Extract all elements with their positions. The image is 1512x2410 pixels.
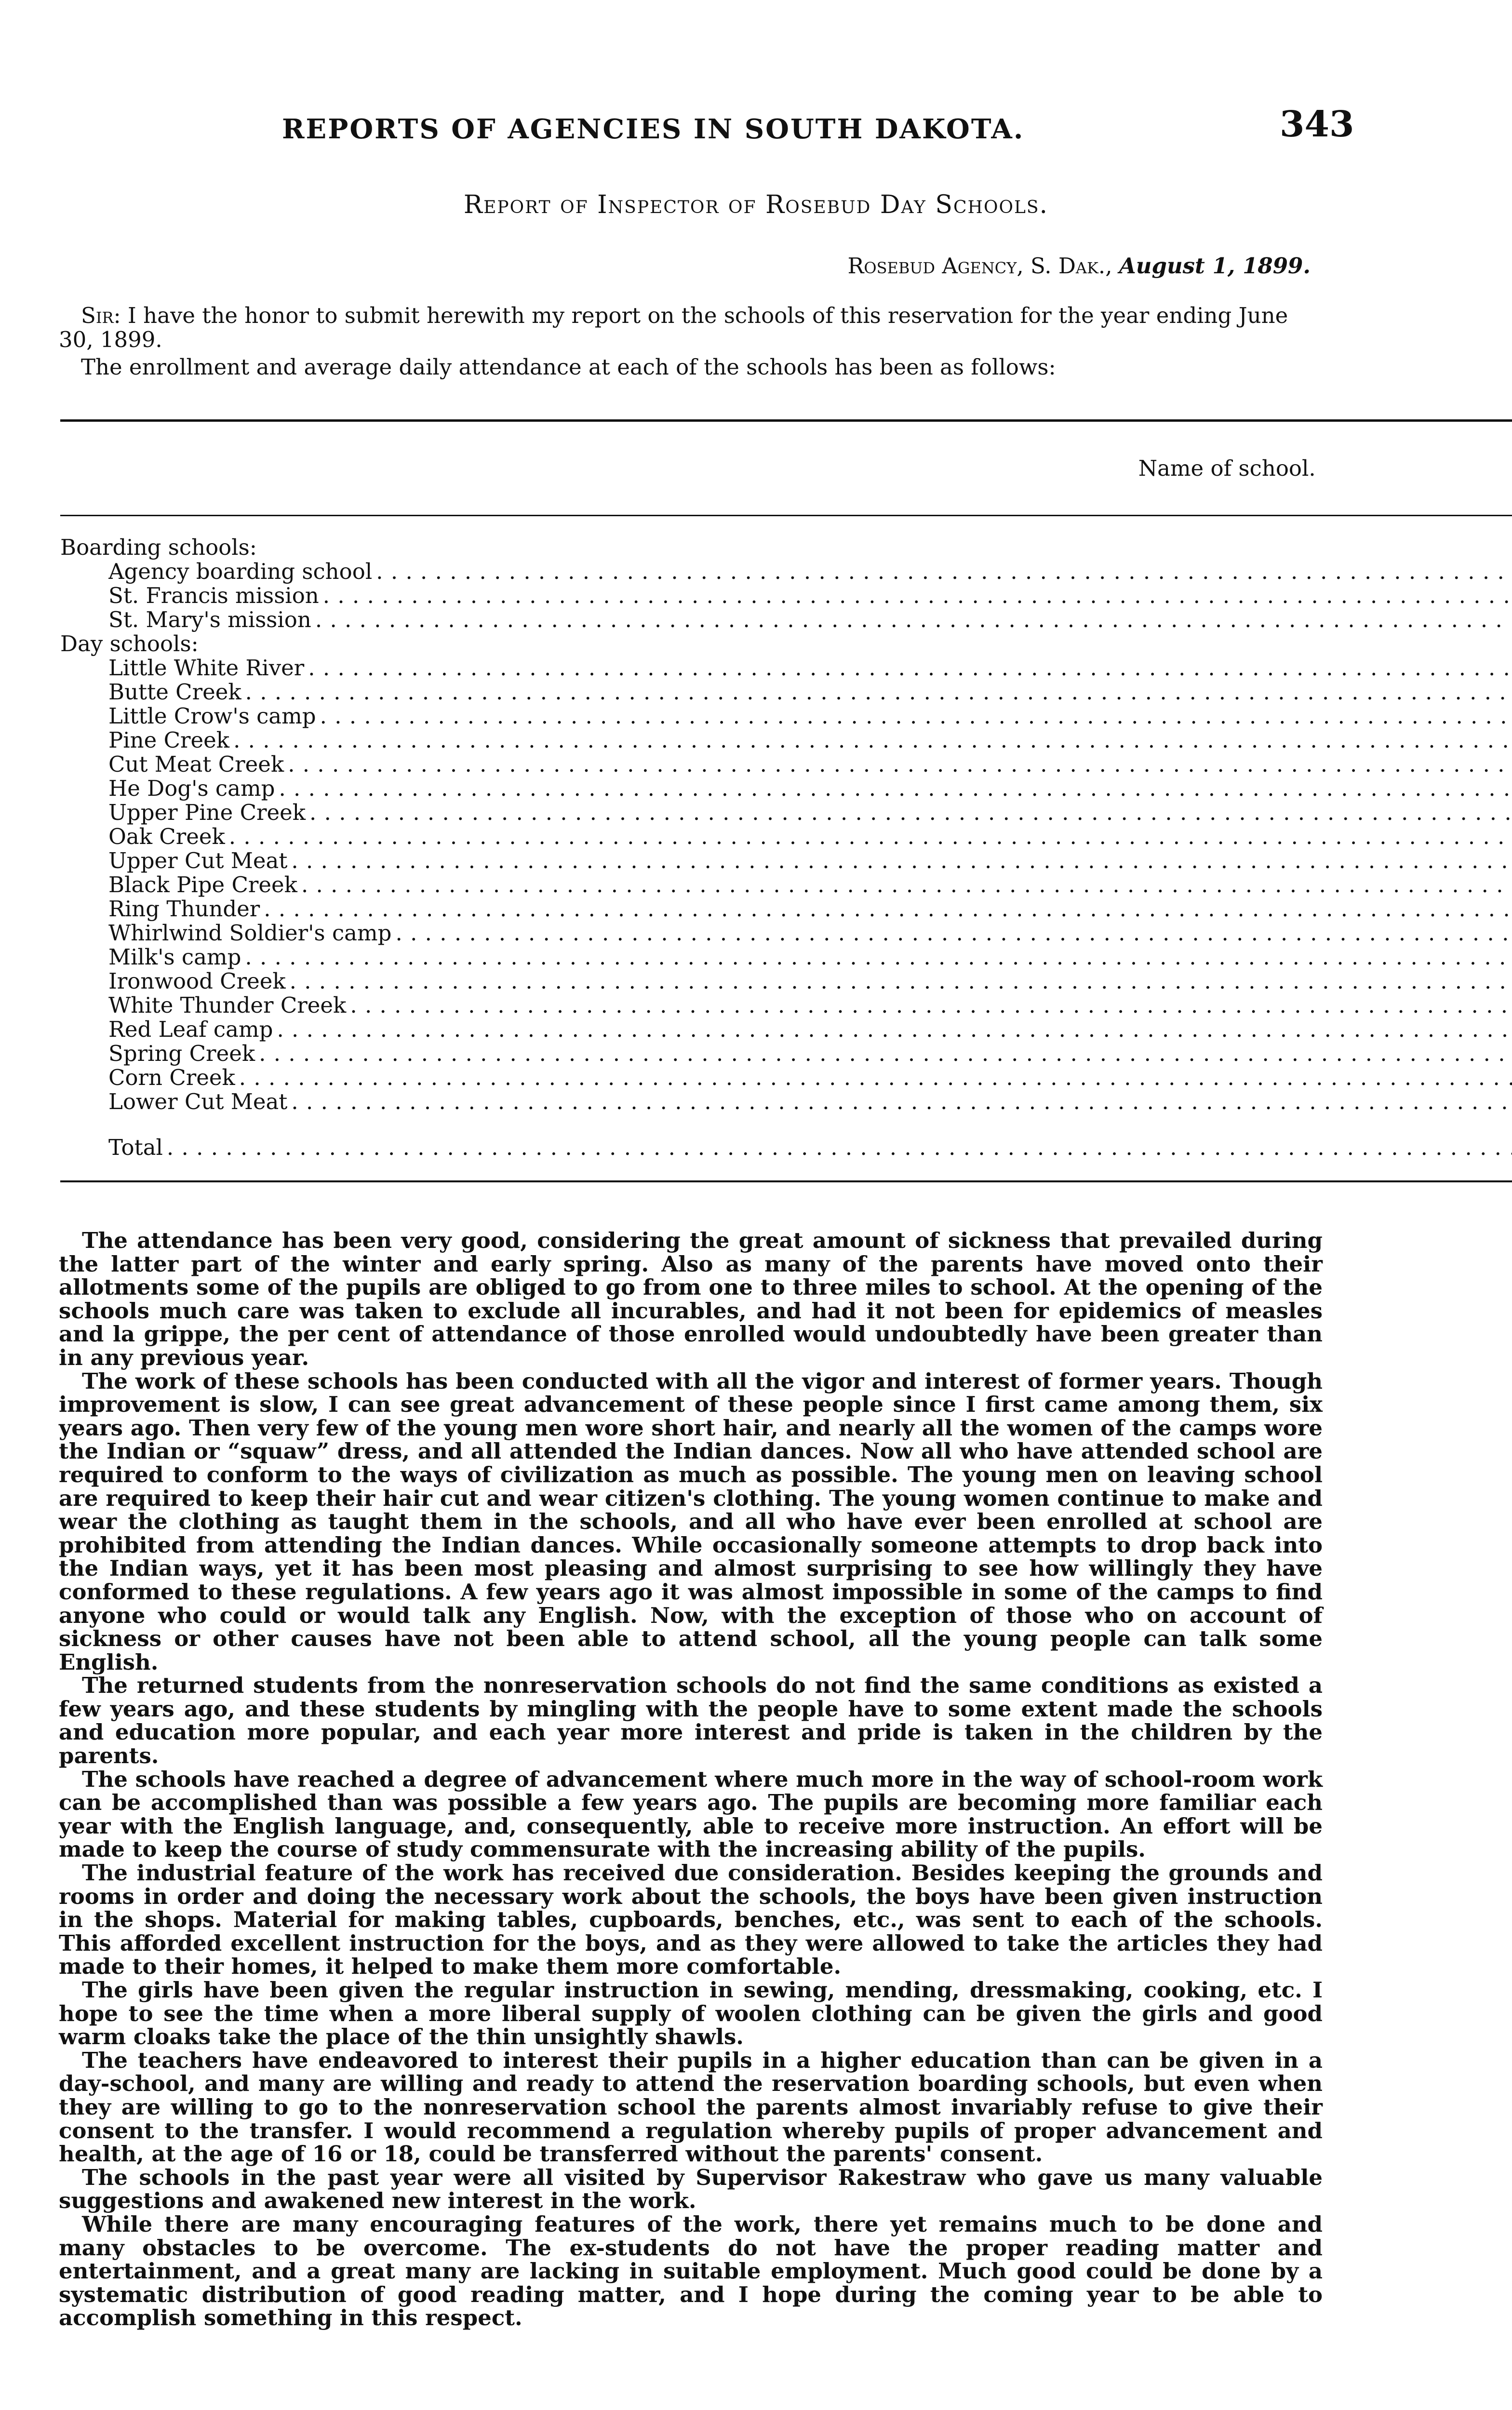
- intro-paragraph-1: [59, 304, 1322, 352]
- body-paragraph: The girls have been given the regular instruction in sewing, mending, dressmaking, cooking, etc. I hope to see the time when a more liberal supply of woolen clothing can be given the girls and good warm cloaks take the place of the thin unsightly shawls.: [59, 1977, 1323, 2050]
- table-row: [60, 1090, 1512, 1114]
- table-row: [60, 849, 1512, 873]
- day-label: Day schools:: [60, 630, 199, 656]
- school-name-cell: [60, 777, 1512, 801]
- table-row: [60, 656, 1512, 680]
- table-header-row: [60, 421, 1512, 516]
- school-name: Butte Creek: [108, 680, 241, 704]
- school-name-cell: [60, 1090, 1512, 1114]
- school-name: He Dog's camp: [108, 776, 275, 801]
- body-paragraph: The attendance has been very good, considering the great amount of sickness that prevailed during the latter part of the winter and early spring. Also as many of the parents have moved onto their allotments some of the pupils are obliged to go from one to three miles to school. At the opening of the schools much care was taken to exclude all incurables, and had it not been for epidemics of measles and la grippe, the per cent of attendance of those enrolled would undoubtedly have been greater than in any previous year.: [59, 1228, 1323, 1370]
- school-name-cell: [60, 849, 1512, 873]
- table-row: [60, 945, 1512, 969]
- table-row: [60, 608, 1512, 632]
- body-paragraph: The schools in the past year were all visited by Supervisor Rakestraw who gave us many valuable suggestions and awakened new interest in the work.: [59, 2164, 1323, 2214]
- school-name-cell: [60, 993, 1512, 1018]
- report-title: Report of Inspector of Rosebud Day Schools.: [463, 190, 1049, 219]
- school-name-cell: [60, 656, 1512, 680]
- intro-text-1: I have the honor to submit herewith my report on the schools of this reservation for the year ending June 30, 1899.: [59, 303, 1288, 353]
- school-name-cell: [60, 825, 1512, 849]
- total-label: Total: [108, 1134, 163, 1160]
- school-name-cell: [60, 704, 1512, 728]
- total-label-cell: [60, 1133, 1512, 1162]
- school-name: Milk's camp: [108, 945, 241, 969]
- intro: [59, 304, 1322, 382]
- total-row: [60, 1133, 1512, 1162]
- table-row: [60, 777, 1512, 801]
- day-label-row: [60, 632, 1512, 656]
- spacer-row: [60, 1114, 1512, 1133]
- body-paragraph: The industrial feature of the work has received due consideration. Besides keeping the grounds and rooms in order and doing the necessary work about the schools, the boys have been given instruction in the shops. Material for making tables, cupboards, benches, etc., was sent to each of the schools. This afforded excellent instruction for the boys, and as they were allowed to take the articles they had made to their homes, it helped to make them more comfortable.: [59, 1860, 1323, 1980]
- school-name: Oak Creek: [108, 824, 225, 849]
- school-name: Black Pipe Creek: [108, 872, 297, 897]
- boarding-label-row: [60, 536, 1512, 560]
- table-row: [60, 1018, 1512, 1042]
- table-end-row: [60, 1162, 1512, 1181]
- table-row: [60, 704, 1512, 728]
- table-row: [60, 801, 1512, 825]
- table-row: [60, 897, 1512, 921]
- school-name-cell: [60, 608, 1512, 632]
- table-row: [60, 560, 1512, 584]
- school-name: Whirlwind Soldier's camp: [108, 921, 392, 945]
- school-name-cell: [60, 801, 1512, 825]
- school-name-cell: [60, 945, 1512, 969]
- table-row: [60, 993, 1512, 1018]
- table-row: [60, 825, 1512, 849]
- school-name: Upper Pine Creek: [108, 800, 306, 825]
- school-name-cell: [60, 1066, 1512, 1090]
- school-name: Agency boarding school: [108, 559, 373, 584]
- school-name-cell: [60, 728, 1512, 752]
- school-name: Pine Creek: [108, 728, 230, 752]
- table-row: [60, 969, 1512, 993]
- school-name: St. Francis mission: [108, 583, 319, 608]
- table-body: [60, 515, 1512, 1181]
- dateline-date: August 1, 1899.: [1119, 253, 1311, 279]
- body-paragraph: The returned students from the nonreservation schools do not find the same conditions as existed a few years ago, and these students by mingling with the people have to some extent made the schools and education more popular, and each year more interest and pride is taken in the children by the parents.: [59, 1673, 1323, 1769]
- table-row: [60, 752, 1512, 777]
- dateline: [848, 253, 1311, 279]
- body-paragraph: The schools have reached a degree of advancement where much more in the way of school-room work can be accomplished than was possible a few years ago. The pupils are becoming more familiar each year with the English language, and, consequently, able to receive more instruction. An effort will be made to keep the course of study commensurate with the increasing ability of the pupils.: [59, 1766, 1323, 1862]
- table-row: [60, 584, 1512, 608]
- table-row: [60, 1066, 1512, 1090]
- school-name: White Thunder Creek: [108, 993, 347, 1018]
- body-paragraph: The teachers have endeavored to interest their pupils in a higher education than can be given in a day-school, and many are willing and ready to attend the reservation boarding schools, but even when they are willing to go to the nonreservation school the parents almost invariably refuse to give their consent to the transfer. I would recommend a regulation whereby pupils of proper advancement and health, at the age of 16 or 18, could be transferred without the parents' consent.: [59, 2047, 1323, 2167]
- spacer-row: [60, 515, 1512, 536]
- school-name: St. Mary's mission: [108, 607, 311, 632]
- table-row: [60, 680, 1512, 704]
- school-name: Cut Meat Creek: [108, 752, 284, 777]
- running-head: REPORTS OF AGENCIES IN SOUTH DAKOTA.: [282, 113, 1025, 145]
- page-number: 343: [1280, 104, 1354, 145]
- report-body: [59, 1229, 1323, 2330]
- school-name: Little Crow's camp: [108, 704, 316, 728]
- enrollment-table: [60, 419, 1512, 1182]
- body-paragraph: While there are many encouraging features of the work, there yet remains much to be done and many obstacles to be overcome. The ex-students do not have the proper reading matter and entertainment, and a great many are lacking in suitable employment. Much good could be done by a systematic distribution of good reading matter, and I hope during the coming year to be able to accomplish something in this respect.: [59, 2211, 1323, 2331]
- boarding-label: Boarding schools:: [60, 534, 257, 560]
- salutation: Sir:: [81, 303, 121, 328]
- school-name-cell: [60, 1042, 1512, 1066]
- school-name-cell: [60, 897, 1512, 921]
- school-name: Spring Creek: [108, 1041, 255, 1066]
- table-row: [60, 728, 1512, 752]
- school-name-cell: [60, 921, 1512, 945]
- school-name: Upper Cut Meat: [108, 848, 288, 873]
- school-name: Corn Creek: [108, 1065, 235, 1090]
- school-name-cell: [60, 752, 1512, 777]
- school-name: Ring Thunder: [108, 897, 260, 921]
- enrollment-table-wrap: [60, 419, 1324, 1182]
- header-name: Name of school.: [60, 421, 1512, 516]
- school-name-cell: [60, 873, 1512, 897]
- dateline-agency: Rosebud Agency, S. Dak.,: [847, 253, 1112, 279]
- table-row: [60, 873, 1512, 897]
- school-name: Little White River: [108, 656, 305, 680]
- school-name-cell: [60, 560, 1512, 584]
- school-name-cell: [60, 584, 1512, 608]
- table-row: [60, 921, 1512, 945]
- school-name-cell: [60, 969, 1512, 993]
- intro-paragraph-2: The enrollment and average daily attendance at each of the schools has been as follows:: [81, 354, 1056, 380]
- school-name-cell: [60, 680, 1512, 704]
- school-name-cell: [60, 1018, 1512, 1042]
- school-name: Red Leaf camp: [108, 1017, 273, 1042]
- table-row: [60, 1042, 1512, 1066]
- body-paragraph: The work of these schools has been conducted with all the vigor and interest of former years. Though improvement is slow, I can see great advancement of these people since I first came among them, six years ago. Then very few of the young men wore short hair, and nearly all the women of the camps wore the Indian or “squaw” dress, and all attended the Indian dances. Now all who have attended school are required to conform to the ways of civilization as much as possible. The young men on leaving school are required to keep their hair cut and wear citizen's clothing. The young women continue to make and wear the clothing as taught them in the schools, and all who have ever been enrolled at school are prohibited from attending the Indian dances. While occasionally someone attempts to drop back into the Indian ways, yet it has been most pleasing and almost surprising to see how willingly they have conformed to these regulations. A few years ago it was almost impossible in some of the camps to find anyone who could or would talk any English. Now, with the exception of those who on account of sickness or other causes have not been able to attend school, all the young people can talk some English.: [59, 1368, 1323, 1675]
- school-name: Ironwood Creek: [108, 969, 286, 993]
- school-name: Lower Cut Meat: [108, 1089, 288, 1114]
